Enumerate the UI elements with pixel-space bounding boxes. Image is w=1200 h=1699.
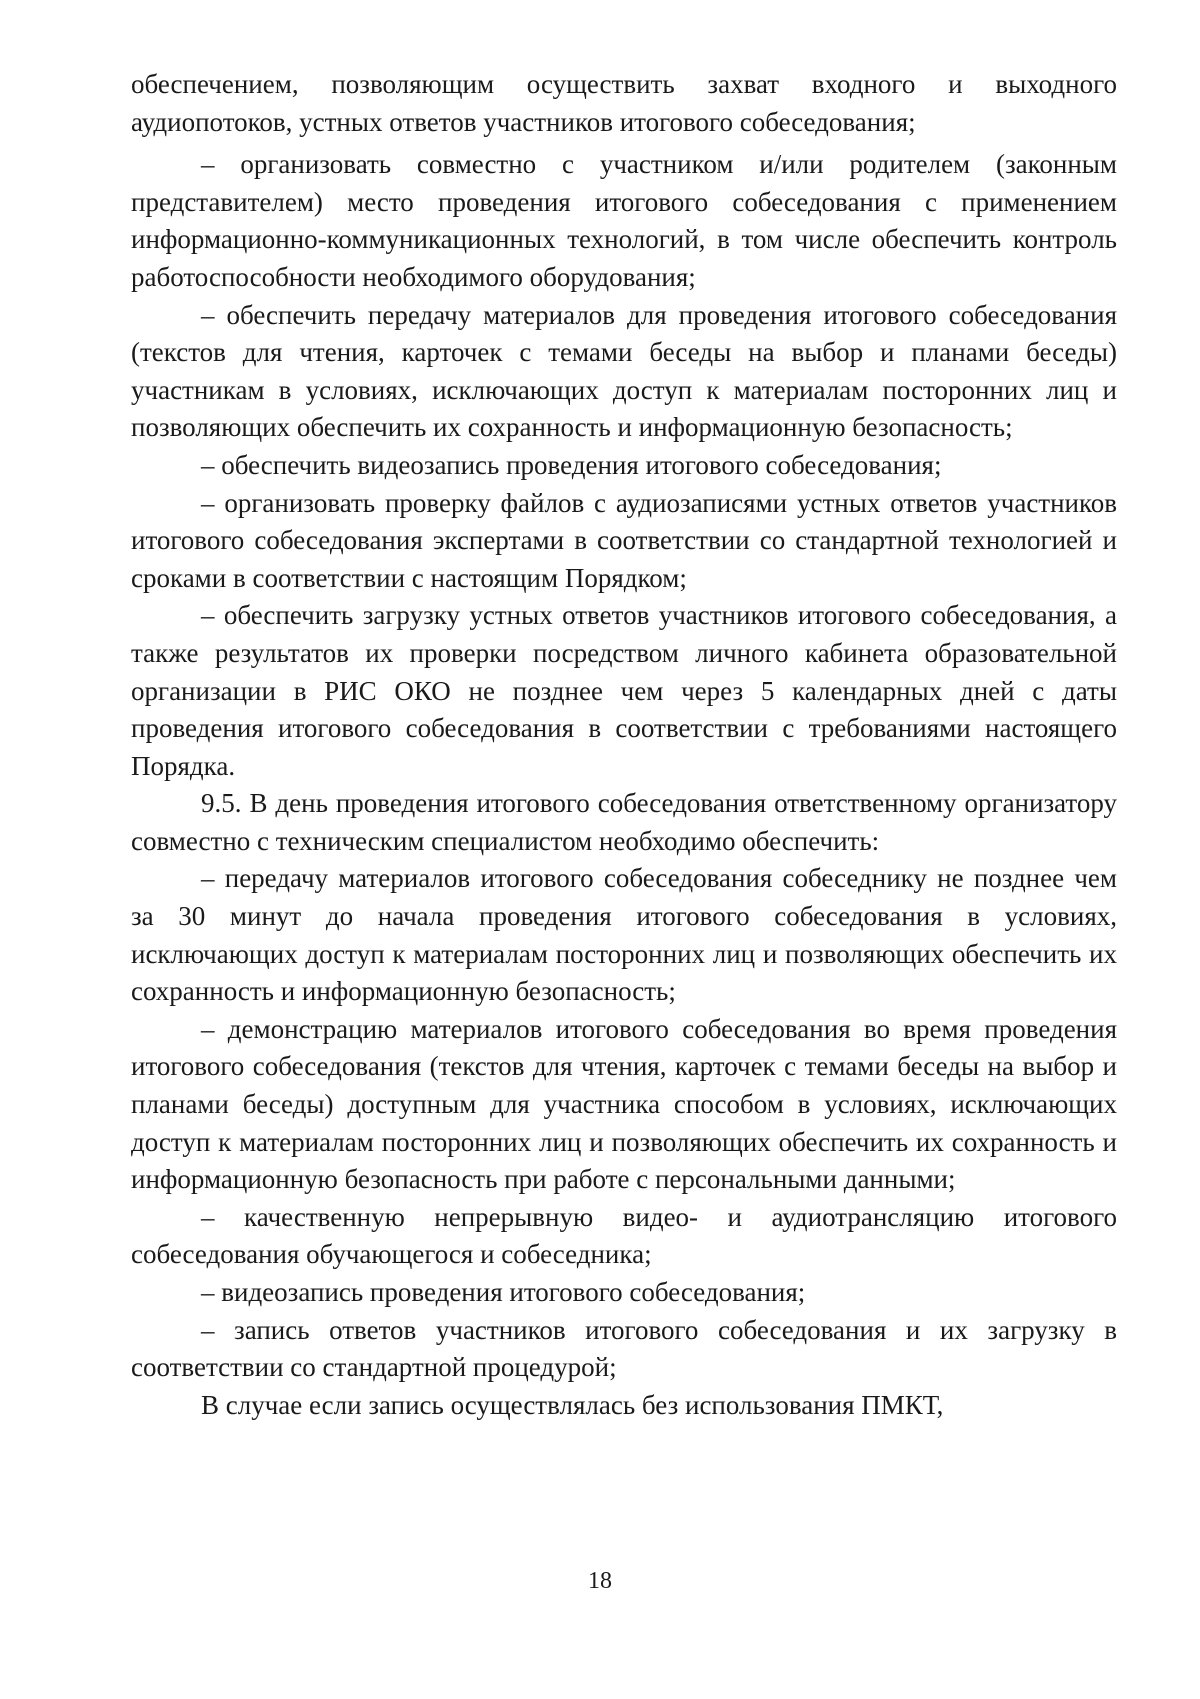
body-text <box>131 66 1117 1424</box>
paragraph-9: – демонстрацию материалов итогового собеседования во время проведения итогового собеседования (текстов для чтения, карточек с темами беседы на выбор и планами беседы) доступным для участника способом в условиях, исключающих доступ к материалам посторонних лиц и позволяющих обеспечить их сохранность и информационную безопасность при работе с персональными данными; <box>131 1013 1117 1195</box>
paragraph-5: – организовать проверку файлов с аудиозаписями устных ответов участников итогового собеседования экспертами в соответствии со стандартной технологией и сроками в соответствии с настоящим Порядком; <box>131 487 1117 593</box>
paragraph-1: обеспечением, позволяющим осуществить захват входного и выходного аудиопотоков, устных ответов участников итогового собеседования; <box>131 69 1117 137</box>
paragraph-13: В случае если запись осуществлялась без использования ПМКТ, <box>201 1389 944 1420</box>
paragraph-3: – обеспечить передачу материалов для проведения итогового собеседования (текстов для чтения, карточек с темами беседы на выбор и планами беседы) участникам в условиях, исключающих доступ к материалам посторонних лиц и позволяющих обеспечить их сохранность и информационную безопасность; <box>131 299 1117 443</box>
paragraph-8: – передачу материалов итогового собеседования собеседнику не позднее чем за 30 минут до начала проведения итогового собеседования в условиях, исключающих доступ к материалам посторонних лиц и позволяющих обеспечить их сохранность и информационную безопасность; <box>131 863 1117 1007</box>
paragraph-6: – обеспечить загрузку устных ответов участников итогового собеседования, а также результатов их проверки посредством личного кабинета образовательной организации в РИС ОКО не позднее чем через 5 календарных дней с даты проведения итогового собеседования в соответствии с требованиями настоящего Порядка. <box>131 600 1117 781</box>
paragraph-10: – качественную непрерывную видео- и аудиотрансляцию итогового собеседования обучающегося и собеседника; <box>131 1201 1117 1270</box>
page-number: 18 <box>588 1568 612 1594</box>
paragraph-2: – организовать совместно с участником и/или родителем (законным представителем) место проведения итогового собеседования с применением информационно-коммуникационных технологий, в том числе обеспечить контроль работоспособности необходимого оборудования; <box>131 149 1117 292</box>
paragraph-4: – обеспечить видеозапись проведения итогового собеседования; <box>201 449 942 480</box>
paragraph-7: 9.5. В день проведения итогового собеседования ответственному организатору совместно с техническим специалистом необходимо обеспечить: <box>131 788 1117 856</box>
paragraph-11: – видеозапись проведения итогового собеседования; <box>201 1277 806 1307</box>
paragraph-12: – запись ответов участников итогового собеседования и их загрузку в соответствии со стандартной процедурой; <box>131 1314 1117 1383</box>
